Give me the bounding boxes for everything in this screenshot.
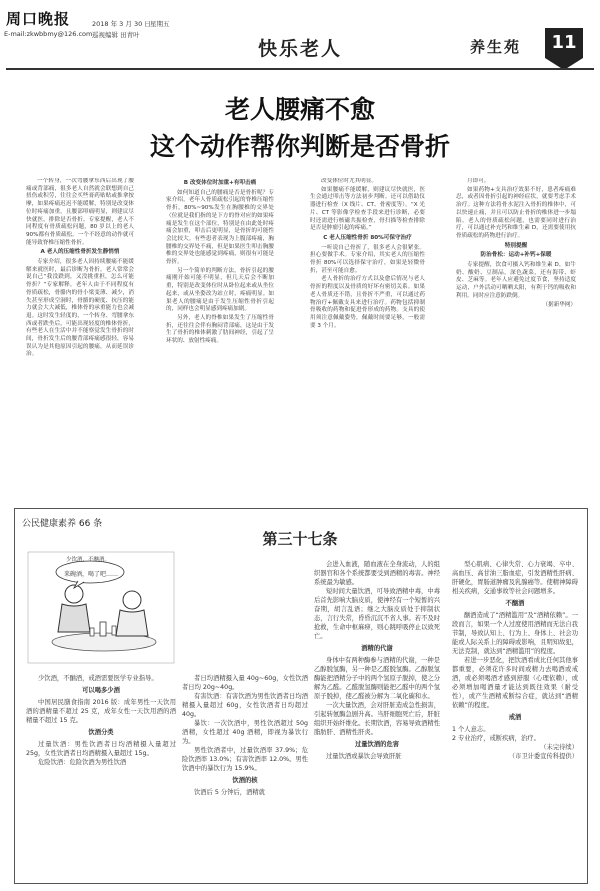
paragraph: 一次大量饮酒，会对肝脏造成急性损害，引起转氨酶急剧升高。当肝细胞死亡后，肝脏组织开始纤维化。长期饮酒，容易导致酒精性脂肪肝、酒精性肝炎。 — [314, 702, 440, 736]
paragraph: 如果腰痛不能缓解，则建议尽快就医，医生会通过叩击等方法初步判断。还可以借助仪器进行检查（X 线片、CT、骨密度等）。“X 光片、CT 等影像学检查手段来进行诊断，必要时还需进行核磁共振检查，骨扫描等检查排除是否是肿瘤引起的疼痛。” — [310, 186, 425, 232]
paragraph: 一个转身，一次弯腰拿东西后出现了腰痛或背部痛，很多老人自然就会联想到自己扭伤或积劳，往往会买些膏药贴贴或推拿按摩，如果疼痛迟迟不能缓解，特别是改变体位时疼痛加重，且腰部叩痛明显，则建议尽快就医，排除是否骨折。专家提醒，老人不同程度有骨质疏松问题，80 岁以上的老人 90%都有骨质疏松。一个不经意的动作就可能导致脊椎压缩性骨折。 — [26, 178, 134, 246]
subheading-b: B 改变体位时加重+有叩击痛 — [183, 180, 257, 186]
paragraph: 少饮酒，不酗酒，戒酒需要医学专业指导。 — [38, 675, 158, 682]
paragraph: 专家介绍，很多老人因持续腰痛不能缓解来就医时，最后诊断为骨折。老人常常会说自己“我没跌到，又没挑重担，怎么可能骨折？”专家解释，老年人由于不同程度有骨质疏松，骨骼内的骨小梁变薄、减少，消失甚至形成空洞时，骨骼的硬度、抗压的能力就会大大减低，椎体骨的承重能力也会减退。这时发生轻度的，一个转身、弯腰拿东西或者跌坐后，可能出现轻度的椎体骨折，有些老人在生活中并不能察觉发生骨折的时间，骨折发生后的腰背部疼痛感很轻，容易误认为是其他原因引起的腰痛，从而延误诊治。 — [26, 259, 134, 358]
masthead-editor: 巡视编辑 田青叶 — [92, 31, 140, 39]
section-title: 快乐老人 — [258, 38, 343, 60]
list-item: 2 专业治疗，戒断疾病，治疗。 — [452, 735, 540, 742]
illustration-caption: 少饮酒，不酗酒。 — [66, 557, 111, 563]
article-column-3 — [310, 178, 425, 496]
article-column-2 — [166, 178, 274, 496]
box-column-3 — [314, 560, 440, 879]
subheading: 戒酒 — [508, 714, 522, 721]
paragraph: 过量饮酒或暴饮会导致肝脏 — [326, 753, 402, 760]
paragraph: 短时间大量饮酒，可导致酒精中毒，中毒后首先影响大脑皮质，使神经有一个短暂的兴奋期，胡言乱语；继之大脑皮质处于抑制状态，言行失常，昏昏沉沉不省人事。若不及时抢救，生命中枢麻痹，则心跳呼吸停止以致死亡。 — [314, 588, 440, 640]
paragraph: 专家提醒，饮食可摄入钙和维生素 D，如牛奶、酸奶、豆制品，深色蔬菜，还有海带、虾皮、芝麻等。老年人应避免过度节食，坚持适度运动，户外活动可晒晒太阳，有利于钙的吸收和利用。同时应注意防跌倒。 — [456, 262, 576, 299]
paragraph: 会进入血液，随血液在全身流动，人的组织器官和各个系统都要受到酒精的毒害。神经系统最为敏感。 — [314, 561, 440, 586]
drinking-illustration — [26, 550, 176, 665]
paragraph: 危险饮酒：危险饮酒为男性饮酒 — [38, 759, 127, 766]
paragraph: 老人骨折的治疗方式以及愈后情况与老人骨折的程度以及骨质的好坏有密切关系。如果老人骨质还不错，且骨折不严重，可以通过药物治疗+佩戴支具来进行治疗。药物包括抑制骨吸收的药物和促进骨形成的药物。支具的使用须注意佩戴姿势，佩戴时间要足够，一般需要 3 个月。 — [310, 276, 425, 329]
paragraph: 过量饮酒：男性饮酒者日均酒精摄入量超过 25g，女性饮酒者日均酒精摄入量超过 15g。 — [26, 741, 176, 757]
subheading-c: C 老人压缩性骨折 80%可保守治疗 — [323, 234, 412, 241]
list-item: 1 个人意志。 — [452, 726, 490, 733]
paragraph: 如果药物+支具治疗效果不好，患者疼痛难忍，或者因骨折引起的神经症状，就要考虑手术治疗。这种方法将骨水泥注入骨折的椎体中，可以快速止痛，并且可以防止骨折的椎体进一步塌陷。老人的骨质疏松问题，也需要同时进行治疗，可以通过补充钙和维生素 D，还需要使用抗骨质疏松的药物进行治疗。 — [456, 186, 576, 239]
headline-line-2: 这个动作帮你判断是否骨折 — [149, 132, 450, 161]
paragraph: 型心肌病、心律失常、心力衰竭、卒中、高血压、高甘油三脂血症，引发酒精性肝病、肝硬化，胃肠道肿瘤及乳腺癌等。使精神障碍相关疾病，交通事故等社会问题增多。 — [452, 561, 578, 595]
subheading-prevention: 防治骨松：运动+补钙+保暖 — [480, 252, 552, 259]
paragraph: 改变体位时尤其明显。 — [321, 178, 377, 184]
paragraph: 酗酒造成了“酒精滥用”及“酒精依赖”。一段而言，如果一个人过度使用酒精而无法自我节制，导致认知上、行为上、身体上、社会功能或人际关系上的障碍或影响，且明知故犯，无法克制，就达到“酒精滥用”的程度。 — [452, 612, 578, 655]
page-number-badge: 11 — [545, 28, 583, 58]
paragraph: 男性饮酒者中，过量饮酒率 37.9%；危险饮酒率 13.0%；有害饮酒率 12.0%。男性饮酒中的暴饮行为 15.9%。 — [182, 747, 308, 772]
paragraph: 另一个简单的判断方法，骨折引起的腰痛刚开始可能不明显，但几天后会不断加重，特别是改变体位时从卧位起来或从坐位起来，或从坐姿改为站立时，疼痛明显。如果老人的腰痛是由于发生压缩性骨折引起的，同样也会明显感到疼痛加剧。 — [166, 267, 274, 313]
paragraph: 中国居民膳食指南 2016 版：成年男性一天饮用酒的酒精量不超过 25 克，成年女性一天饮用酒的酒精量不超过 15 克。 — [26, 699, 176, 724]
paragraph: 一听说自己骨折了，很多老人会很紧张。担心要做手术。专家介绍，其实老人的压缩性骨折 80%可以选择保守治疗，如果是轻微骨折，甚至可能自愈。 — [310, 244, 425, 274]
masthead-weekday: 星期五 — [150, 20, 170, 28]
masthead-date: 2018 年 3 月 30 日 — [92, 20, 151, 28]
subheading-a: A 老人的压缩性骨折发生静悄悄 — [40, 249, 120, 256]
paragraph: 另外，老人的脊椎如果发生了压缩性骨折，还往往会伴有胸闷背部痛，这是由于发生了骨折的椎体刺激了肋间神经，引起了呈环状的、放射性疼痛。 — [166, 314, 274, 345]
box-column-4 — [452, 560, 578, 879]
article-credit: （据新华网） — [542, 301, 576, 308]
paragraph: 如何知道自己的腰痛是否是骨折呢？专家介绍，老年人骨质疏松引起的脊椎压缩性骨折，80%~90%发生在胸腰椎的交界处（位就是我们指的是下方的脊对应的如果疼痛是发生在这个部位，特别是在由此处时疼痛会加重，叩击后更明显，是骨折的可能性会比较大。有些患者表现为上腹部疼痛，胸腰椎的交界处不痛，但是如果医生叩击胸腰椎的交界处也能感觉到疼痛，则很有可能是骨折。 — [166, 189, 274, 266]
paragraph: 有害饮酒：有害饮酒为男性饮酒者日均酒精摄入量超过 60g，女性饮酒者日均超过 40g。 — [182, 693, 308, 718]
box-title: 第三十七条 — [262, 530, 338, 548]
box-column-1 — [26, 674, 176, 879]
subheading: 酒精的代谢 — [361, 645, 393, 652]
subheading-reminder: 特别提醒 — [504, 242, 528, 249]
paragraph: 若进一步恶化，把饮酒看成比任何其他事都重要，必须花许多时间或精力去喝酒或戒酒，或必须喝酒才感到舒服（心理依赖），或必须增加喝酒量才能达到既往效果（耐受性），或产生酒精戒断综合症，就达到“酒精依赖”的程度。 — [452, 657, 578, 709]
paragraph: 暴饮：一次饮酒中，男性饮酒超过 50g 酒精，女性超过 40g 酒精，即视为暴饮行为。 — [182, 720, 308, 745]
box-label: 公民健康素养 66 条 — [22, 519, 103, 529]
box-credit: （市卫计委宣传科提供） — [508, 753, 578, 760]
header-rule — [6, 68, 594, 70]
box-column-2 — [182, 674, 308, 879]
newspaper-logo: 周口晚报 — [6, 10, 71, 28]
paragraph: 饮酒后 5 分钟后，酒精就 — [194, 789, 265, 796]
column-name: 养生苑 — [470, 38, 522, 56]
headline-line-1: 老人腰痛不愈 — [224, 95, 375, 124]
article-column-4 — [456, 178, 576, 496]
paragraph: 身体中有两种酶参与酒精的代谢，一种是乙醇脱氢酶，另一种是乙醛脱氢酶。乙醇脱氢酶能把酒精分子中的两个氢原子脱掉，使之分解为乙醛。乙醛脱氢酶则能把乙醛中的两个氢原子脱掉，使乙醛被分解为二氧化碳和水。 — [314, 657, 440, 700]
paragraph: 月即可。 — [467, 178, 490, 184]
masthead-email: E-mail:zkwbbmy@126.com — [4, 30, 93, 38]
illustration-speech: 来碗酒，喝了吧…… — [63, 571, 118, 578]
to-be-continued: （未完待续） — [540, 744, 578, 751]
subheading: 不酗酒 — [505, 600, 525, 607]
subheading: 饮酒的核 — [232, 777, 258, 784]
article-column-1 — [26, 178, 134, 496]
subheading: 过量饮酒的危害 — [354, 741, 400, 748]
subheading: 可以喝多少酒 — [82, 687, 120, 694]
paragraph: 者日均酒精摄入量 40g~60g，女性饮酒者日均 20g~40g。 — [182, 675, 308, 691]
subheading: 饮酒分类 — [88, 729, 114, 736]
